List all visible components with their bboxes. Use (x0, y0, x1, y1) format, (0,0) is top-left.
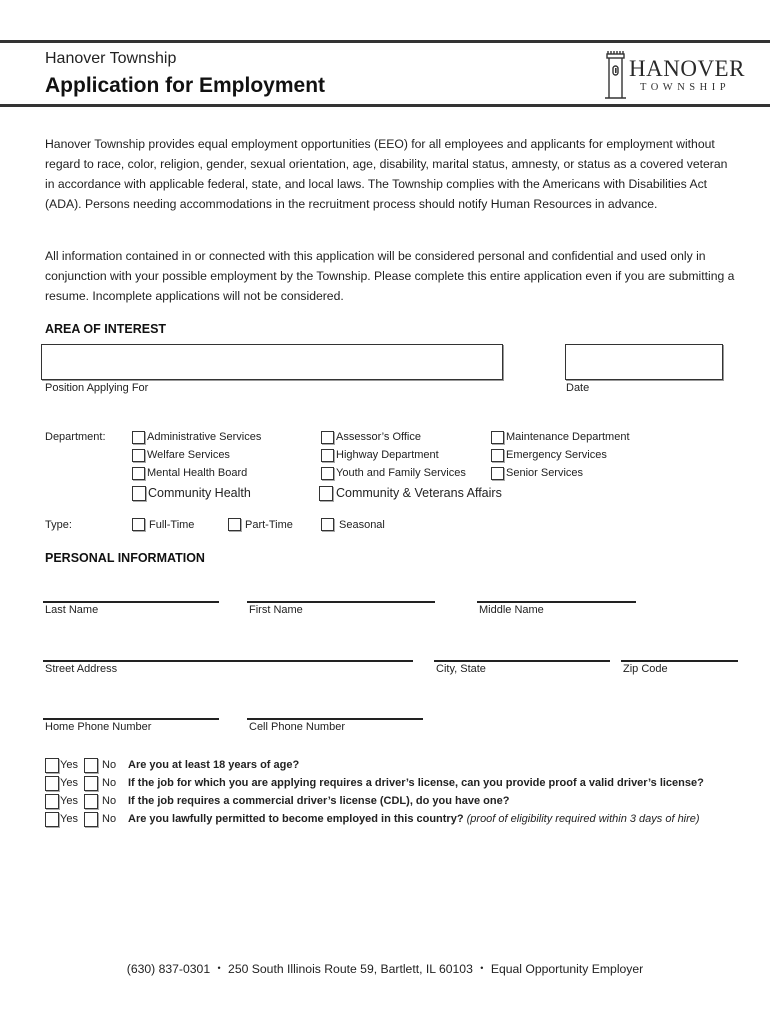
city-state-label: City, State (436, 663, 486, 675)
department-checkbox-community-veterans-affairs[interactable] (319, 486, 333, 501)
footer-separator: • (217, 963, 221, 973)
no-label: No (102, 795, 117, 807)
footer-tagline: Equal Opportunity Employer (490, 962, 644, 976)
logo-wordmark: HANOVER (629, 56, 745, 81)
zip-code-input-line[interactable] (621, 660, 738, 662)
no-label: No (102, 813, 117, 825)
yes-label: Yes (60, 777, 78, 789)
department-option-label: Assessor’s Office (336, 431, 421, 443)
question-yes-checkbox[interactable] (45, 794, 59, 809)
type-option-label: Seasonal (339, 519, 385, 531)
footer-address: 250 South Illinois Route 59, Bartlett, IL 60103 (228, 962, 473, 976)
question-note: (proof of eligibility required within 3 days of hire) (466, 813, 700, 825)
area-of-interest-heading: AREA OF INTEREST (45, 322, 167, 336)
department-option-label: Highway Department (336, 449, 439, 461)
question-no-checkbox[interactable] (84, 812, 98, 827)
department-checkbox-senior-services[interactable] (491, 467, 504, 480)
home-phone-label: Home Phone Number (45, 721, 152, 733)
department-checkbox-highway-department[interactable] (321, 449, 334, 462)
department-option-label: Community & Veterans Affairs (336, 486, 502, 500)
organization-name: Hanover Township (45, 50, 177, 67)
header-bottom-rule (0, 104, 770, 107)
footer-separator: • (480, 963, 484, 973)
question-text: Are you lawfully permitted to become employed in this country? (128, 813, 464, 825)
question-row (128, 813, 700, 825)
question-yes-checkbox[interactable] (45, 812, 59, 827)
position-input[interactable] (41, 344, 503, 380)
eeo-statement (45, 134, 735, 214)
question-no-checkbox[interactable] (84, 776, 98, 791)
question-yes-checkbox[interactable] (45, 758, 59, 773)
first-name-input-line[interactable] (247, 601, 435, 603)
question-text: If the job requires a commercial driver’s license (CDL), do you have one? (128, 795, 510, 807)
logo-subtitle: TOWNSHIP (640, 82, 731, 93)
type-checkbox-part-time[interactable] (228, 518, 241, 531)
department-checkbox-community-health[interactable] (132, 486, 146, 501)
department-checkbox-assessors-office[interactable] (321, 431, 334, 444)
header-top-rule (0, 40, 770, 43)
no-label: No (102, 777, 117, 789)
first-name-label: First Name (249, 604, 303, 616)
home-phone-input-line[interactable] (43, 718, 219, 720)
department-label: Department: (45, 431, 106, 443)
department-option-label: Maintenance Department (506, 431, 630, 443)
department-checkbox-emergency-services[interactable] (491, 449, 504, 462)
department-option-label: Administrative Services (147, 431, 262, 443)
last-name-label: Last Name (45, 604, 99, 616)
department-option-label: Welfare Services (147, 449, 230, 461)
footer (0, 962, 770, 976)
confidential-paragraph: All information contained in or connected with this application will be considered personal and confidential and used only in conjunction with your possible employment by the Township. Please complete this entire application even if you are submitting a resume. Incomplete applications will not be considered. (45, 249, 735, 303)
middle-name-input-line[interactable] (477, 601, 636, 603)
department-option-label: Youth and Family Services (336, 467, 466, 479)
middle-name-label: Middle Name (479, 604, 544, 616)
cell-phone-label: Cell Phone Number (249, 721, 345, 733)
yes-label: Yes (60, 813, 78, 825)
eeo-paragraph: Hanover Township provides equal employment opportunities (EEO) for all employees and applicants for employment without regard to race, color, religion, gender, sexual orientation, age, disability, marital status, amnesty, or status as a covered veteran in accordance with applicable federal, state, and local laws. The Township complies with the Americans with Disabilities Act (ADA). Persons needing accommodations in the recruitment process should notify Human Resources in advance. (45, 137, 728, 211)
department-checkbox-maintenance-department[interactable] (491, 431, 504, 444)
street-address-input-line[interactable] (43, 660, 413, 662)
question-text: Are you at least 18 years of age? (128, 759, 300, 771)
yes-label: Yes (60, 795, 78, 807)
street-address-label: Street Address (45, 663, 118, 675)
position-label: Position Applying For (45, 382, 149, 394)
question-no-checkbox[interactable] (84, 794, 98, 809)
city-state-input-line[interactable] (434, 660, 610, 662)
question-no-checkbox[interactable] (84, 758, 98, 773)
no-label: No (102, 759, 117, 771)
department-option-label: Emergency Services (506, 449, 607, 461)
type-option-label: Full-Time (149, 519, 195, 531)
date-label: Date (566, 382, 590, 394)
department-checkbox-welfare-services[interactable] (132, 449, 145, 462)
last-name-input-line[interactable] (43, 601, 219, 603)
yes-label: Yes (60, 759, 78, 771)
type-checkbox-full-time[interactable] (132, 518, 145, 531)
department-checkbox-mental-health-board[interactable] (132, 467, 145, 480)
page-title: Application for Employment (45, 74, 326, 97)
type-label: Type: (45, 519, 72, 531)
date-input[interactable] (565, 344, 723, 380)
personal-information-heading: PERSONAL INFORMATION (45, 551, 205, 565)
department-option-label: Mental Health Board (147, 467, 248, 479)
department-checkbox-administrative-services[interactable] (132, 431, 145, 444)
department-option-label: Senior Services (506, 467, 584, 479)
confidentiality-statement (45, 246, 735, 306)
question-text: If the job for which you are applying requires a driver’s license, can you provide proof a valid driver’s license? (128, 777, 704, 789)
footer-phone: (630) 837-0301 (126, 962, 211, 976)
zip-code-label: Zip Code (623, 663, 668, 675)
department-checkbox-youth-family-services[interactable] (321, 467, 334, 480)
question-yes-checkbox[interactable] (45, 776, 59, 791)
type-checkbox-seasonal[interactable] (321, 518, 334, 531)
department-option-label: Community Health (148, 486, 251, 500)
type-option-label: Part-Time (245, 519, 293, 531)
cell-phone-input-line[interactable] (247, 718, 423, 720)
